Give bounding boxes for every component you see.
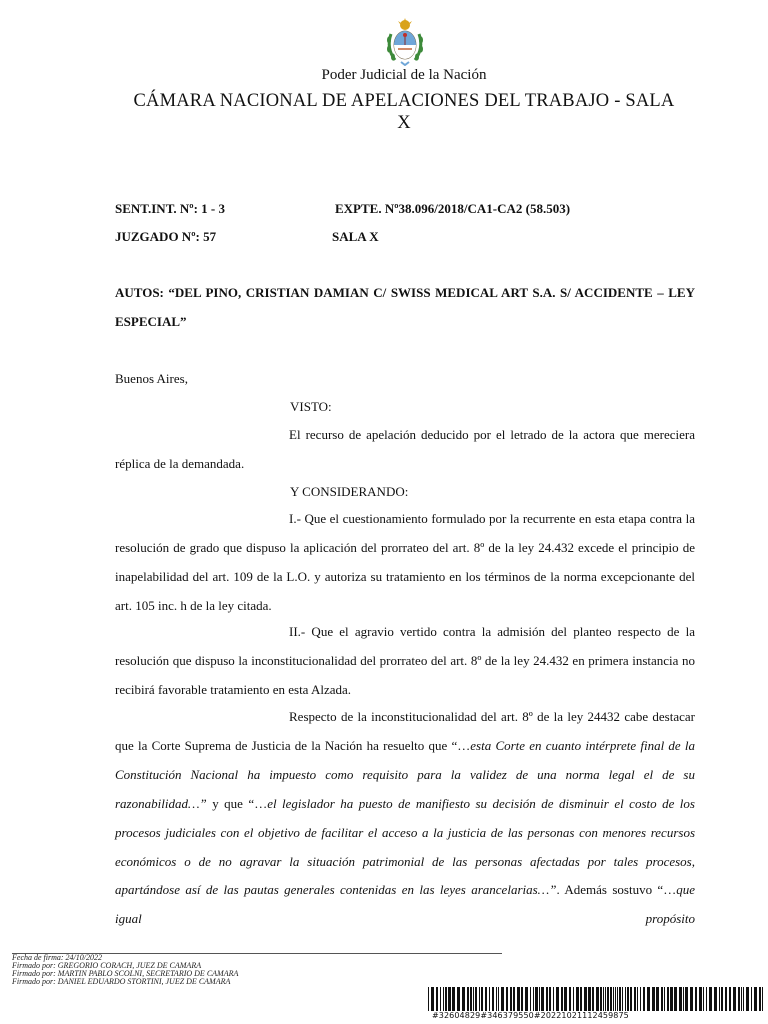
barcode-bar	[496, 987, 497, 1011]
chamber-room: SALA X	[332, 229, 379, 244]
barcode-bar	[743, 987, 744, 1011]
barcode-bar	[553, 987, 554, 1011]
barcode-bar	[637, 987, 638, 1011]
visto-heading: VISTO:	[290, 399, 332, 414]
barcode-bar	[695, 987, 697, 1011]
barcode-bar	[525, 987, 528, 1011]
chamber-title-line1: CÁMARA NACIONAL DE APELACIONES DEL TRABAJO - SALA	[133, 91, 675, 111]
barcode-bar	[592, 987, 594, 1011]
paragraph-appeal: El recurso de apelación deducido por el letrado de la actora que mereciera réplica de la demandada.	[115, 427, 695, 471]
barcode-bar	[610, 987, 612, 1011]
barcode-bar	[703, 987, 704, 1011]
barcode-bar	[603, 987, 604, 1011]
barcode-bar	[485, 987, 487, 1011]
barcode-bar	[625, 987, 626, 1011]
barcode-bar	[561, 987, 563, 1011]
barcode-bar	[452, 987, 455, 1011]
chamber-title-line2: X	[397, 113, 411, 133]
barcode-bar	[539, 987, 540, 1011]
barcode-bar	[683, 987, 684, 1011]
case-caption: AUTOS: “DEL PINO, CRISTIAN DAMIAN C/ SWISS MEDICAL ART S.A. S/ ACCIDENTE – LEY ESPECIAL”	[115, 285, 695, 329]
barcode-bar	[661, 987, 663, 1011]
barcode-bar	[533, 987, 534, 1011]
barcode-bar	[622, 987, 623, 1011]
considerando-heading: Y CONSIDERANDO:	[290, 484, 409, 499]
barcode-bar	[535, 987, 538, 1011]
barcode-bar	[627, 987, 629, 1011]
barcode-bar	[475, 987, 477, 1011]
file-number: EXPTE. Nº38.096/2018/CA1-CA2 (58.503)	[335, 201, 571, 216]
barcode-bar	[656, 987, 659, 1011]
barcode-bar	[588, 987, 591, 1011]
barcode-bar	[640, 987, 641, 1011]
barcode-bar	[492, 987, 494, 1011]
barcode-bar	[470, 987, 472, 1011]
quote-run: que igual propósito	[115, 882, 695, 927]
barcode-bar	[617, 987, 618, 1011]
barcode-bar	[605, 987, 606, 1011]
barcode-bar	[506, 987, 508, 1011]
barcode-bar	[725, 987, 727, 1011]
barcode-bar	[440, 987, 441, 1011]
coat-of-arms-icon	[383, 18, 427, 66]
barcode-bar	[569, 987, 571, 1011]
quote-run: esta Corte en cuanto intérprete final de la Constitución Nacional ha impuesto como requisito para la validez de una norma legal el de su razonabilidad…”	[115, 737, 696, 811]
barcode-bar	[754, 987, 757, 1011]
barcode-bar	[564, 987, 567, 1011]
barcode-bar	[584, 987, 587, 1011]
barcode-bar	[709, 987, 712, 1011]
barcode-bar	[428, 987, 429, 1011]
barcode-bar	[436, 987, 438, 1011]
barcode-bar	[667, 987, 669, 1011]
barcode-bar	[699, 987, 702, 1011]
sentence-number: SENT.INT. Nº: 1 - 3	[115, 201, 225, 216]
signature-date: Fecha de firma: 24/10/2022	[12, 953, 102, 962]
barcode-bar	[615, 987, 616, 1011]
barcode-bar	[607, 987, 609, 1011]
text-run: Respecto de la inconstitucionalidad del art. 8º de la ley 24432 cabe destacar que la Corte Suprema de Justicia de la Nación ha resuelto que “…	[115, 709, 695, 753]
barcode-bar	[489, 987, 490, 1011]
text-run: . Además sostuvo “…	[556, 882, 677, 898]
paragraph-section-i: I.- Que el cuestionamiento formulado por la recurrente en esta etapa contra la resolución de grado que dispuso la aplicación del prorrateo del art. 8º de la ley 24.432 excede el principio de inapelabilidad del art. 109 de la L.O. y autoriza su tratamiento en los términos de la norma excepcionante del art. 105 inc. h de la ley citada.	[115, 511, 695, 613]
barcode-bar	[473, 987, 474, 1011]
barcode-bar	[706, 987, 707, 1011]
barcode-bar	[670, 987, 673, 1011]
barcode-bar	[530, 987, 531, 1011]
barcode-bar	[462, 987, 465, 1011]
barcode-bar	[498, 987, 499, 1011]
paragraph-constitutionality	[115, 703, 695, 934]
signer-2: Firmado por: MARTIN PABLO SCOLNI, SECRETARIO DE CAMARA	[12, 969, 239, 978]
barcode-bar	[643, 987, 645, 1011]
barcode-bar	[634, 987, 636, 1011]
barcode-bar	[521, 987, 523, 1011]
barcode-bar	[573, 987, 574, 1011]
court-name: Poder Judicial de la Nación	[321, 67, 487, 83]
barcode-icon	[428, 987, 764, 1011]
barcode-bar	[690, 987, 693, 1011]
barcode-bar	[600, 987, 602, 1011]
signer-3: Firmado por: DANIEL EDUARDO STORTINI, JUEZ DE CAMARA	[12, 977, 231, 986]
barcode-bar	[443, 987, 444, 1011]
barcode-bar	[719, 987, 720, 1011]
barcode-bar	[513, 987, 515, 1011]
barcode-bar	[549, 987, 551, 1011]
barcode-bar	[457, 987, 460, 1011]
chamber-title	[0, 90, 768, 134]
barcode-bar	[674, 987, 677, 1011]
quote-run: el legislador ha puesto de manifiesto su decisión de disminuir el costo de los procesos judiciales con el objetivo de facilitar el acceso a la justicia de las personas con menores recursos económicos o de no agravar la situación patrimonial de las personas afectadas por tales procesos, apartándose así de las pautas generales contenidas en las leyes arancelarias…”	[115, 795, 695, 898]
barcode-bar	[746, 987, 749, 1011]
barcode-bar	[647, 987, 650, 1011]
barcode-bar	[481, 987, 483, 1011]
barcode-bar	[685, 987, 688, 1011]
barcode-bar	[741, 987, 742, 1011]
barcode-bar	[501, 987, 504, 1011]
barcode-bar	[580, 987, 582, 1011]
barcode-bar	[738, 987, 740, 1011]
barcode-bar	[619, 987, 621, 1011]
barcode-bar	[448, 987, 451, 1011]
paragraph-section-ii: II.- Que el agravio vertido contra la admisión del planteo respecto de la resolución que dispuso la inconstitucionalidad del prorrateo del art. 8º de la ley 24.432 en primera instancia no recibirá favorable tratamiento en esta Alzada.	[115, 624, 695, 697]
place-line: Buenos Aires,	[115, 371, 188, 386]
text-run: y que “…	[206, 795, 268, 811]
barcode-bar	[714, 987, 717, 1011]
barcode-bar	[576, 987, 579, 1011]
barcode-bar	[762, 987, 763, 1011]
barcode-bar	[721, 987, 723, 1011]
barcode-bar	[630, 987, 632, 1011]
barcode-bar	[751, 987, 752, 1011]
barcode-bar	[431, 987, 434, 1011]
barcode-bar	[733, 987, 736, 1011]
barcode-bar	[479, 987, 480, 1011]
barcode-bar	[613, 987, 614, 1011]
signer-1: Firmado por: GREGORIO CORACH, JUEZ DE CAMARA	[12, 961, 202, 970]
barcode-number: #32604829#346379550#20221021112459875	[432, 1011, 629, 1020]
barcode-bar	[596, 987, 599, 1011]
barcode-bar	[546, 987, 548, 1011]
court-number: JUZGADO Nº: 57	[115, 229, 217, 244]
barcode-bar	[679, 987, 682, 1011]
barcode-bar	[517, 987, 520, 1011]
barcode-bar	[445, 987, 447, 1011]
barcode-bar	[729, 987, 731, 1011]
barcode-bar	[510, 987, 512, 1011]
barcode-bar	[759, 987, 761, 1011]
barcode-bar	[556, 987, 559, 1011]
barcode-bar	[652, 987, 655, 1011]
barcode-bar	[541, 987, 544, 1011]
barcode-bar	[664, 987, 665, 1011]
barcode-bar	[467, 987, 469, 1011]
